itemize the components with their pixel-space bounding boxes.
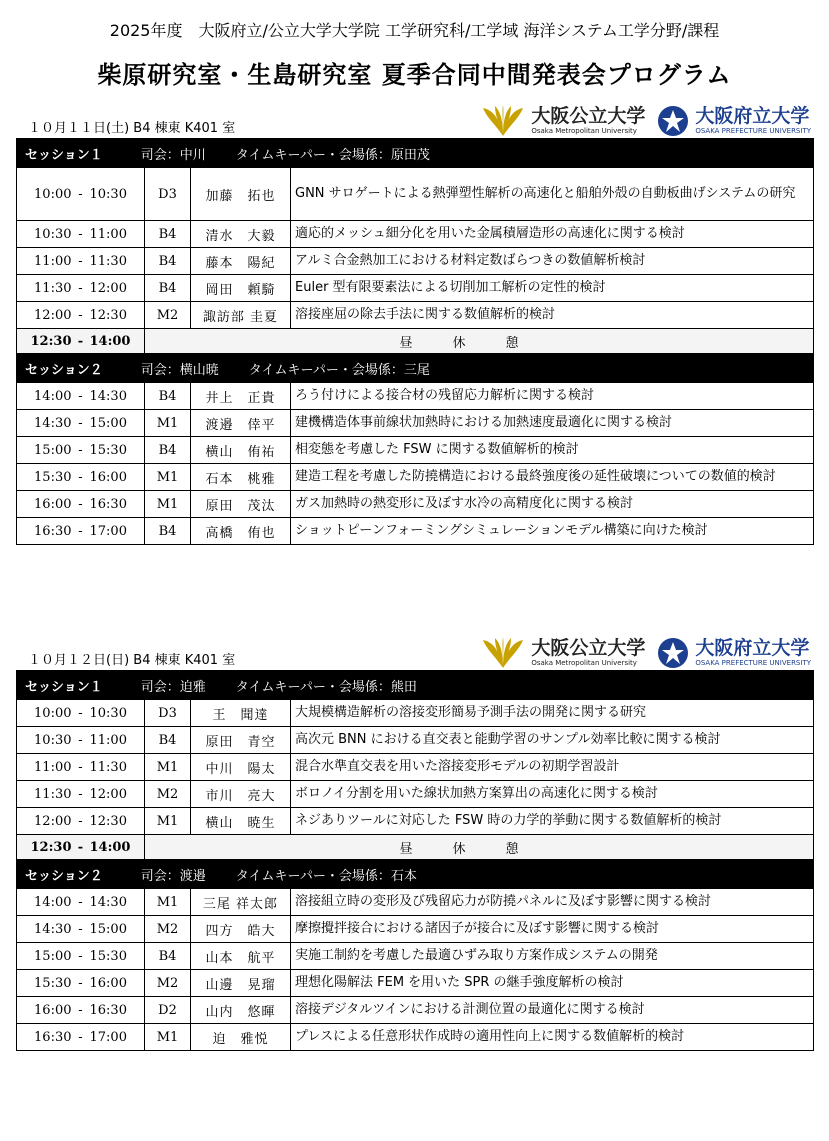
presenter-name: 中川 陽太 xyxy=(191,754,291,781)
time-cell: 10:00 - 10:30 xyxy=(17,168,145,221)
end-time: 15:30 xyxy=(89,948,127,964)
end-time: 12:30 xyxy=(89,813,127,829)
omu-logo xyxy=(481,636,645,670)
end-time: 15:30 xyxy=(89,442,127,458)
presenter-name: 藤本 陽紀 xyxy=(191,248,291,275)
grade-cell: M2 xyxy=(145,970,191,997)
end-time: 11:00 xyxy=(89,732,127,748)
header-line1: 2025年度 大阪府立/公立大学大学院 工学研究科/工学域 海洋システム工学分野/課程 xyxy=(109,21,720,40)
grade-cell: M1 xyxy=(145,410,191,437)
end-time: 11:30 xyxy=(89,759,127,775)
day-header xyxy=(16,632,813,670)
end-time: 15:00 xyxy=(89,921,127,937)
session-chair: 司会：中川 xyxy=(140,147,206,163)
session-name: セッション２ xyxy=(25,868,103,884)
time-cell: 10:30 - 11:00 xyxy=(17,221,145,248)
presentation-title: 溶接座屈の除去手法に関する数値解析的検討 xyxy=(291,302,814,329)
day-date-room: １０月１２日(日) B4 棟東 K401 室 xyxy=(28,653,236,668)
lunch-break-row xyxy=(17,835,814,860)
session-header xyxy=(17,671,814,700)
table-row xyxy=(17,970,814,997)
grade-cell: M1 xyxy=(145,889,191,916)
presenter-name: 横山 侑祐 xyxy=(191,437,291,464)
start-time: 14:00 xyxy=(34,388,72,404)
presenter-name: 石本 桃雅 xyxy=(191,464,291,491)
presenter-name: 井上 正貴 xyxy=(191,383,291,410)
grade-cell: M2 xyxy=(145,781,191,808)
table-row xyxy=(17,781,814,808)
presentation-title: 理想化陽解法 FEM を用いた SPR の継手強度解析の検討 xyxy=(291,970,814,997)
grade-cell: M1 xyxy=(145,808,191,835)
end-time: 17:00 xyxy=(89,523,127,539)
lunch-time-cell: 12:30 - 14:00 xyxy=(17,329,145,354)
start-time: 15:00 xyxy=(34,948,72,964)
session-timekeeper: タイムキーパー・会場係：原田茂 xyxy=(235,147,430,163)
presentation-title: ネジありツールに対応した FSW 時の力学的挙動に関する数値解析的検討 xyxy=(291,808,814,835)
presenter-name: 王 聞達 xyxy=(191,700,291,727)
presentation-title: 大規模構造解析の溶接変形簡易予測手法の開発に関する研究 xyxy=(291,700,814,727)
time-cell: 16:30 - 17:00 xyxy=(17,518,145,545)
grade-cell: D3 xyxy=(145,700,191,727)
omu-english-name: Osaka Metropolitan University xyxy=(531,127,637,135)
end-time: 10:30 xyxy=(89,705,127,721)
table-row xyxy=(17,275,814,302)
presenter-name: 渡邉 倖平 xyxy=(191,410,291,437)
session-header xyxy=(17,354,814,383)
day-2-schedule xyxy=(16,632,813,1051)
start-time: 10:30 xyxy=(34,732,72,748)
table-row xyxy=(17,437,814,464)
ginkgo-icon xyxy=(481,104,525,138)
presentation-title: 溶接組立時の変形及び残留応力が防撓パネルに及ぼす影響に関する検討 xyxy=(291,889,814,916)
session-timekeeper: タイムキーパー・会場係：三尾 xyxy=(248,362,430,378)
university-logos xyxy=(481,104,811,138)
start-time: 14:30 xyxy=(34,921,72,937)
presentation-title: アルミ合金熱加工における材料定数ばらつきの数値解析検討 xyxy=(291,248,814,275)
time-cell: 14:00 - 14:30 xyxy=(17,383,145,410)
time-cell: 10:00 - 10:30 xyxy=(17,700,145,727)
grade-cell: M2 xyxy=(145,302,191,329)
presentation-title: 実施工制約を考慮した最適ひずみ取り方案作成システムの開発 xyxy=(291,943,814,970)
presentation-title: ガス加熱時の熱変形に及ぼす水冷の高精度化に関する検討 xyxy=(291,491,814,518)
lunch-time-cell: 12:30 - 14:00 xyxy=(17,835,145,860)
session-chair: 司会：横山暁 xyxy=(140,362,219,378)
omu-name: 大阪公立大学 xyxy=(531,105,646,127)
presentation-title: 溶接デジタルツインにおける計測位置の最適化に関する検討 xyxy=(291,997,814,1024)
time-cell: 15:30 - 16:00 xyxy=(17,970,145,997)
day-1-schedule xyxy=(16,100,813,545)
start-time: 11:30 xyxy=(34,280,72,296)
end-time: 16:30 xyxy=(89,1002,127,1018)
schedule-table xyxy=(16,138,814,545)
table-row xyxy=(17,889,814,916)
presentation-title: 混合水準直交表を用いた溶接変形モデルの初期学習設計 xyxy=(291,754,814,781)
time-cell: 11:00 - 11:30 xyxy=(17,754,145,781)
grade-cell: M1 xyxy=(145,491,191,518)
time-cell: 12:00 - 12:30 xyxy=(17,302,145,329)
opu-english-name: OSAKA PREFECTURE UNIVERSITY xyxy=(695,659,811,667)
omu-name: 大阪公立大学 xyxy=(531,637,646,659)
table-row xyxy=(17,808,814,835)
opu-english-name: OSAKA PREFECTURE UNIVERSITY xyxy=(695,127,811,135)
grade-cell: D2 xyxy=(145,997,191,1024)
grade-cell: B4 xyxy=(145,383,191,410)
table-row xyxy=(17,700,814,727)
presentation-title: Euler 型有限要素法による切削加工解析の定性的検討 xyxy=(291,275,814,302)
end-time: 16:30 xyxy=(89,496,127,512)
table-row xyxy=(17,302,814,329)
lunch-end: 14:00 xyxy=(89,333,131,349)
opu-name: 大阪府立大学 xyxy=(695,105,810,127)
grade-cell: B4 xyxy=(145,221,191,248)
grade-cell: M1 xyxy=(145,1024,191,1051)
time-cell: 16:30 - 17:00 xyxy=(17,1024,145,1051)
presenter-name: 山邊 晃瑠 xyxy=(191,970,291,997)
table-row xyxy=(17,916,814,943)
end-time: 14:30 xyxy=(89,894,127,910)
lunch-label: 昼休憩 xyxy=(145,329,814,354)
table-row xyxy=(17,383,814,410)
schedule-table xyxy=(16,670,814,1051)
presentation-title: 相変態を考慮した FSW に関する数値解析的検討 xyxy=(291,437,814,464)
start-time: 10:00 xyxy=(34,186,72,202)
time-cell: 11:30 - 12:00 xyxy=(17,275,145,302)
lunch-start: 12:30 xyxy=(30,839,72,855)
start-time: 11:30 xyxy=(34,786,72,802)
end-time: 11:30 xyxy=(89,253,127,269)
table-row xyxy=(17,943,814,970)
session-chair: 司会：迫雅 xyxy=(140,679,206,695)
grade-cell: B4 xyxy=(145,943,191,970)
presentation-title: GNN サロゲートによる熱弾塑性解析の高速化と船舶外殻の自動板曲げシステムの研究 xyxy=(291,168,814,221)
start-time: 14:30 xyxy=(34,415,72,431)
presentation-title: ボロノイ分割を用いた線状加熱方案算出の高速化に関する検討 xyxy=(291,781,814,808)
table-row xyxy=(17,248,814,275)
program-title: 柴原研究室・生島研究室 夏季合同中間発表会プログラム xyxy=(97,61,732,89)
end-time: 12:00 xyxy=(89,280,127,296)
ginkgo-icon xyxy=(481,636,525,670)
start-time: 10:30 xyxy=(34,226,72,242)
grade-cell: M1 xyxy=(145,464,191,491)
grade-cell: M1 xyxy=(145,754,191,781)
presenter-name: 原田 茂汰 xyxy=(191,491,291,518)
session-name: セッション１ xyxy=(25,679,103,695)
presenter-name: 清水 大毅 xyxy=(191,221,291,248)
table-row xyxy=(17,754,814,781)
university-logos xyxy=(481,636,811,670)
table-row xyxy=(17,518,814,545)
time-cell: 15:00 - 15:30 xyxy=(17,437,145,464)
lunch-break-row xyxy=(17,329,814,354)
start-time: 12:00 xyxy=(34,307,72,323)
time-cell: 11:00 - 11:30 xyxy=(17,248,145,275)
presentation-title: プレスによる任意形状作成時の適用性向上に関する数値解析的検討 xyxy=(291,1024,814,1051)
end-time: 16:00 xyxy=(89,975,127,991)
start-time: 14:00 xyxy=(34,894,72,910)
time-cell: 14:30 - 15:00 xyxy=(17,410,145,437)
presentation-title: 高次元 BNN における直交表と能動学習のサンプル効率比較に関する検討 xyxy=(291,727,814,754)
table-row xyxy=(17,997,814,1024)
grade-cell: B4 xyxy=(145,727,191,754)
end-time: 11:00 xyxy=(89,226,127,242)
end-time: 10:30 xyxy=(89,186,127,202)
grade-cell: B4 xyxy=(145,275,191,302)
table-row xyxy=(17,1024,814,1051)
presentation-title: 建機構造体事前線状加熱時における加熱速度最適化に関する検討 xyxy=(291,410,814,437)
grade-cell: B4 xyxy=(145,437,191,464)
start-time: 15:30 xyxy=(34,469,72,485)
table-row xyxy=(17,168,814,221)
day-header xyxy=(16,100,813,138)
start-time: 15:00 xyxy=(34,442,72,458)
grade-cell: M2 xyxy=(145,916,191,943)
start-time: 11:00 xyxy=(34,253,72,269)
start-time: 16:30 xyxy=(34,523,72,539)
session-name: セッション１ xyxy=(25,147,103,163)
start-time: 12:00 xyxy=(34,813,72,829)
presenter-name: 岡田 頼騎 xyxy=(191,275,291,302)
table-row xyxy=(17,221,814,248)
opu-name: 大阪府立大学 xyxy=(695,637,810,659)
time-cell: 14:30 - 15:00 xyxy=(17,916,145,943)
presenter-name: 加藤 拓也 xyxy=(191,168,291,221)
end-time: 17:00 xyxy=(89,1029,127,1045)
table-row xyxy=(17,410,814,437)
end-time: 12:00 xyxy=(89,786,127,802)
session-timekeeper: タイムキーパー・会場係：熊田 xyxy=(235,679,417,695)
session-header xyxy=(17,860,814,889)
start-time: 11:00 xyxy=(34,759,72,775)
session-header xyxy=(17,139,814,168)
presenter-name: 原田 青空 xyxy=(191,727,291,754)
session-name: セッション２ xyxy=(25,362,103,378)
grade-cell: B4 xyxy=(145,518,191,545)
table-row xyxy=(17,727,814,754)
time-cell: 15:30 - 16:00 xyxy=(17,464,145,491)
start-time: 16:30 xyxy=(34,1029,72,1045)
presenter-name: 市川 亮大 xyxy=(191,781,291,808)
table-row xyxy=(17,464,814,491)
presenter-name: 山本 航平 xyxy=(191,943,291,970)
start-time: 15:30 xyxy=(34,975,72,991)
session-chair: 司会：渡邉 xyxy=(140,868,206,884)
end-time: 14:30 xyxy=(89,388,127,404)
start-time: 10:00 xyxy=(34,705,72,721)
presenter-name: 高橋 侑也 xyxy=(191,518,291,545)
time-cell: 12:00 - 12:30 xyxy=(17,808,145,835)
presenter-name: 四方 皓大 xyxy=(191,916,291,943)
session-timekeeper: タイムキーパー・会場係：石本 xyxy=(235,868,417,884)
opu-emblem-icon xyxy=(657,637,689,669)
presenter-name: 迫 雅悦 xyxy=(191,1024,291,1051)
presentation-title: ろう付けによる接合材の残留応力解析に関する検討 xyxy=(291,383,814,410)
omu-logo xyxy=(481,104,645,138)
grade-cell: D3 xyxy=(145,168,191,221)
time-cell: 11:30 - 12:00 xyxy=(17,781,145,808)
table-row xyxy=(17,491,814,518)
presentation-title: ショットピーンフォーミングシミュレーションモデル構築に向けた検討 xyxy=(291,518,814,545)
end-time: 16:00 xyxy=(89,469,127,485)
omu-english-name: Osaka Metropolitan University xyxy=(531,659,637,667)
day-date-room: １０月１１日(土) B4 棟東 K401 室 xyxy=(28,121,236,136)
presenter-name: 山内 悠暉 xyxy=(191,997,291,1024)
presenter-name: 諏訪部 圭夏 xyxy=(191,302,291,329)
lunch-start: 12:30 xyxy=(30,333,72,349)
opu-logo xyxy=(657,105,811,137)
start-time: 16:00 xyxy=(34,496,72,512)
time-cell: 14:00 - 14:30 xyxy=(17,889,145,916)
time-cell: 15:00 - 15:30 xyxy=(17,943,145,970)
time-cell: 10:30 - 11:00 xyxy=(17,727,145,754)
start-time: 16:00 xyxy=(34,1002,72,1018)
time-cell: 16:00 - 16:30 xyxy=(17,491,145,518)
presenter-name: 三尾 祥太郎 xyxy=(191,889,291,916)
presenter-name: 横山 暁生 xyxy=(191,808,291,835)
time-cell: 16:00 - 16:30 xyxy=(17,997,145,1024)
end-time: 15:00 xyxy=(89,415,127,431)
presentation-title: 適応的メッシュ細分化を用いた金属積層造形の高速化に関する検討 xyxy=(291,221,814,248)
opu-emblem-icon xyxy=(657,105,689,137)
opu-logo xyxy=(657,637,811,669)
lunch-end: 14:00 xyxy=(89,839,131,855)
grade-cell: B4 xyxy=(145,248,191,275)
presentation-title: 摩擦攪拌接合における諸因子が接合に及ぼす影響に関する検討 xyxy=(291,916,814,943)
presentation-title: 建造工程を考慮した防撓構造における最終強度後の延性破壊についての数値的検討 xyxy=(291,464,814,491)
lunch-label: 昼休憩 xyxy=(145,835,814,860)
end-time: 12:30 xyxy=(89,307,127,323)
